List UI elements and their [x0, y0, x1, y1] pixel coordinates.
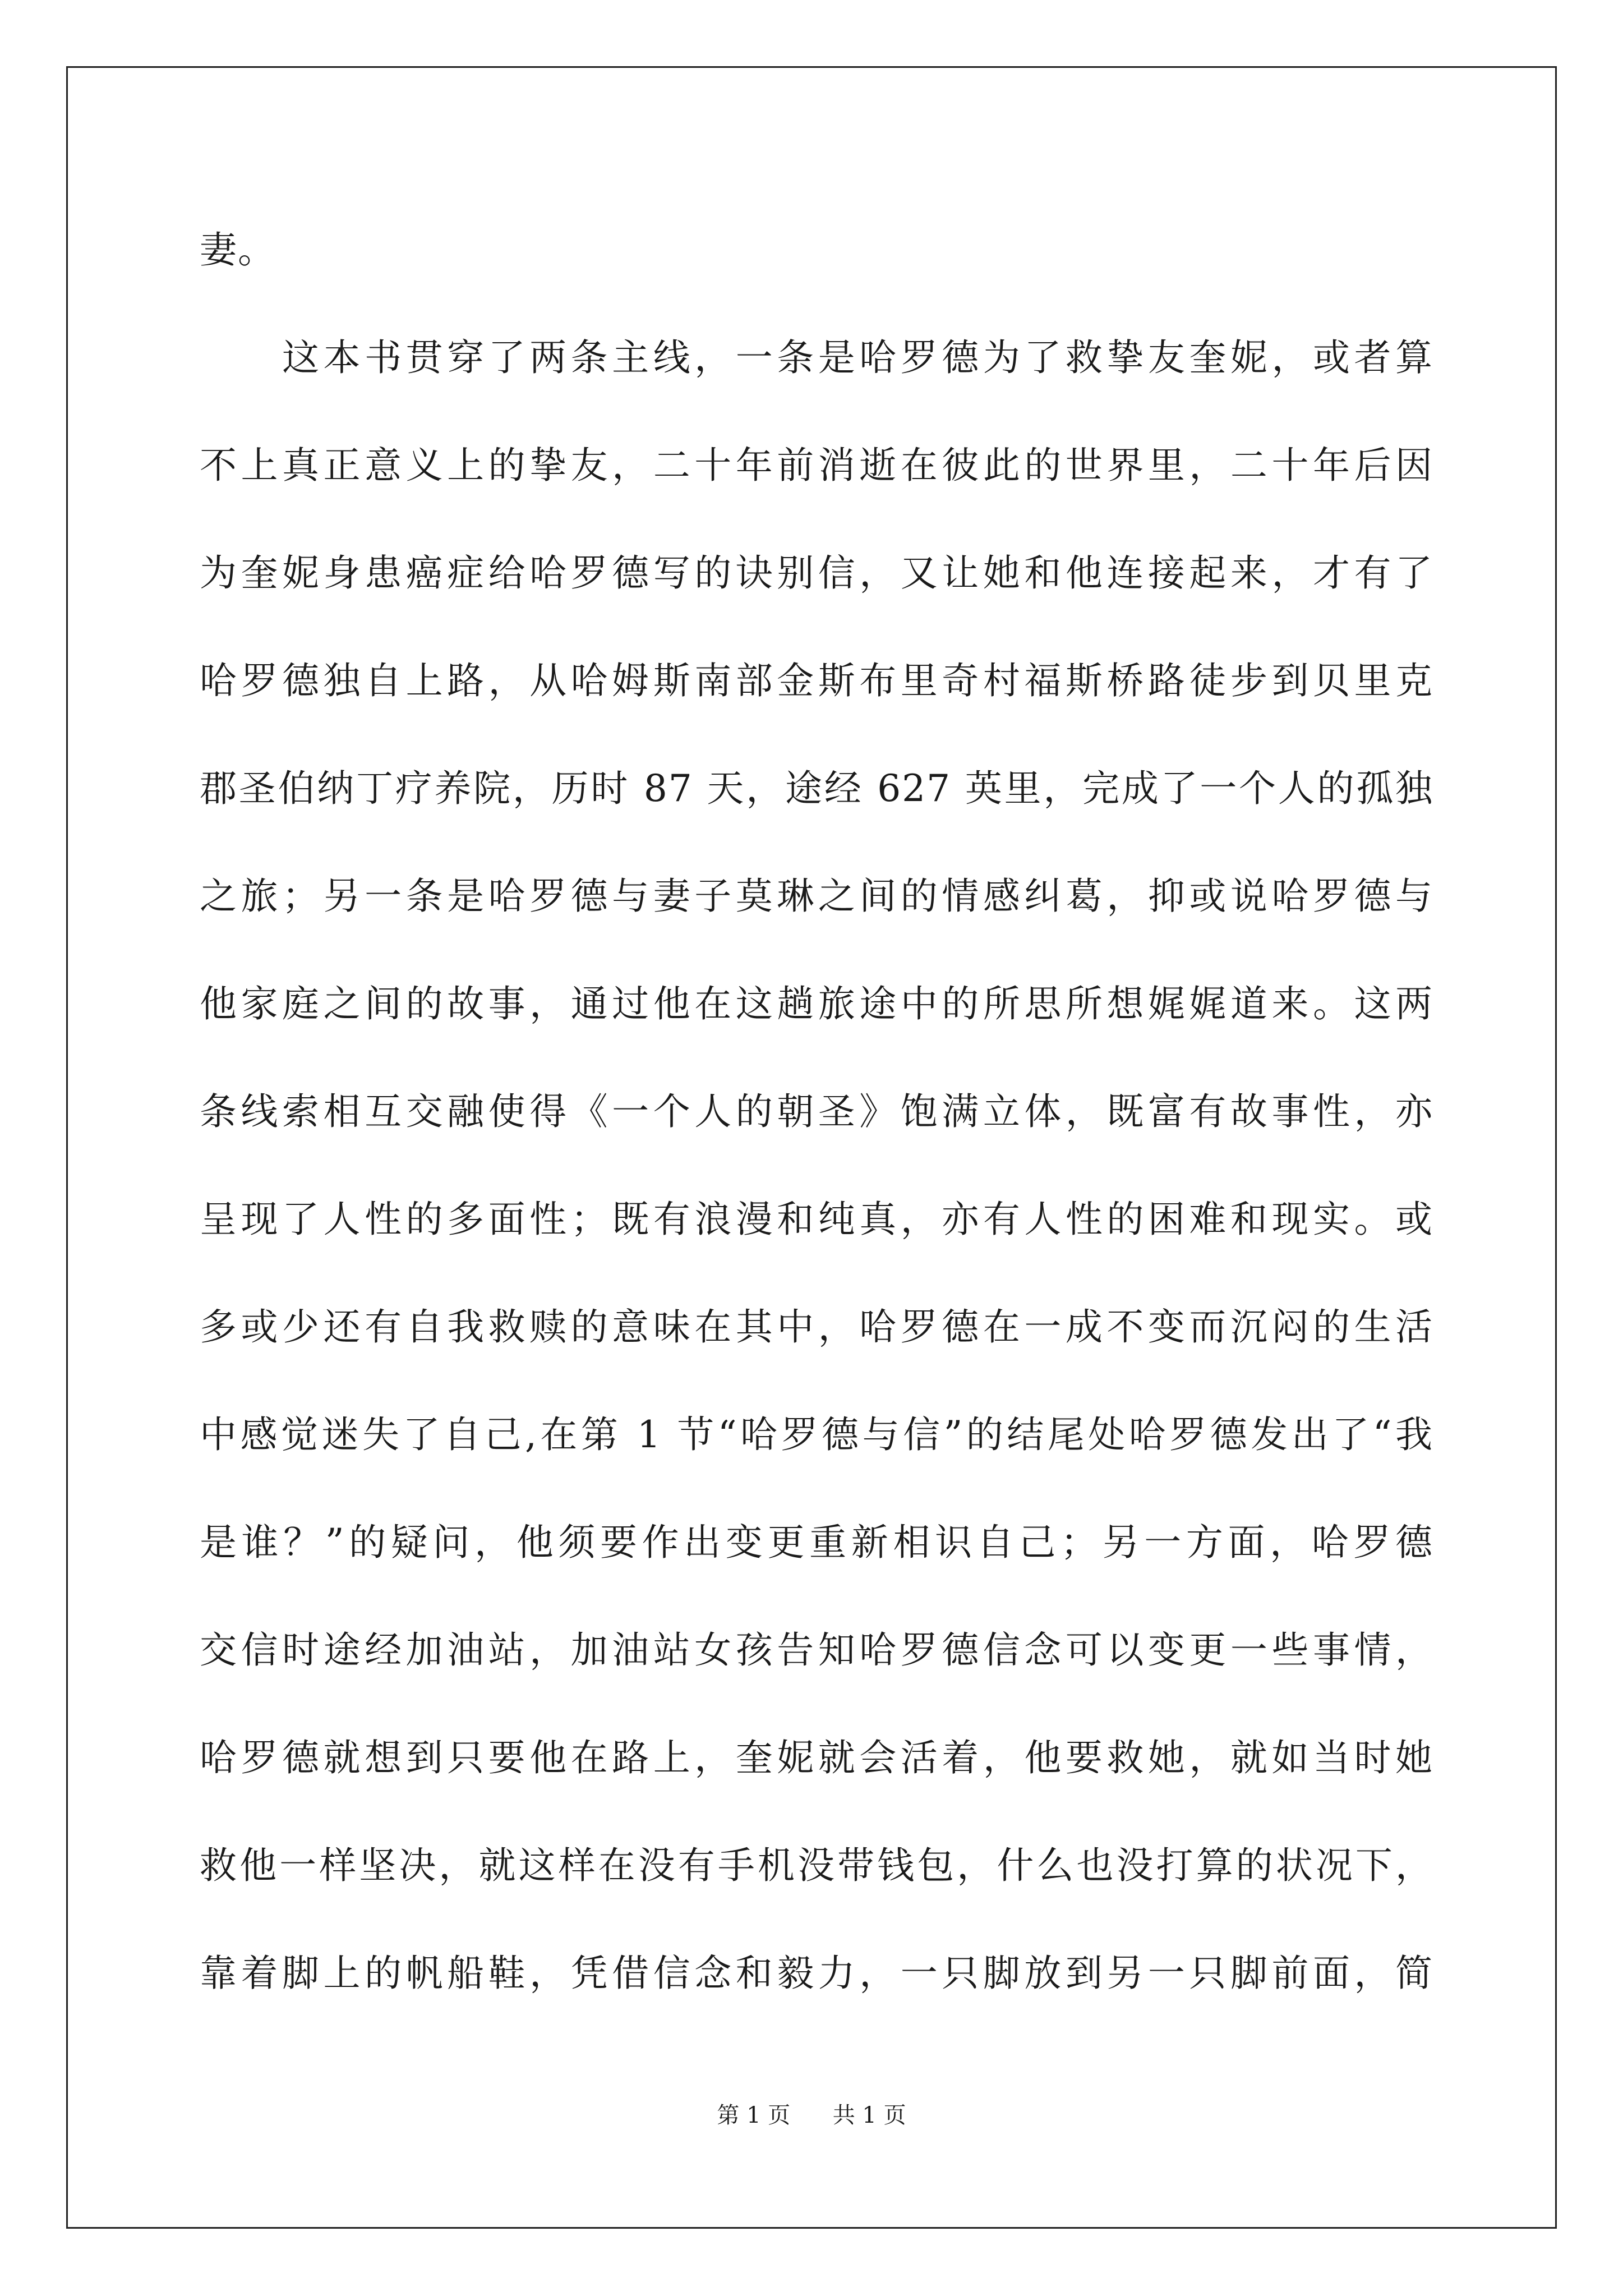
text-line: 哈罗德独自上路，从哈姆斯南部金斯布里奇村福斯桥路徒步到贝里克 — [200, 659, 1433, 702]
text-line: 郡圣伯纳丁疗养院，历时 87 天，途经 627 英里，完成了一个人的孤独 — [200, 767, 1433, 810]
text-line: 条线索相互交融使得《一个人的朝圣》饱满立体，既富有故事性，亦 — [200, 1090, 1433, 1133]
text-line: 靠着脚上的帆船鞋，凭借信念和毅力，一只脚放到另一只脚前面，简 — [200, 1952, 1433, 1995]
text-line: 救他一样坚决，就这样在没有手机没带钱包，什么也没打算的状况下， — [200, 1844, 1433, 1887]
text-line: 交信时途经加油站，加油站女孩告知哈罗德信念可以变更一些事情， — [200, 1628, 1433, 1672]
text-line: 呈现了人性的多面性；既有浪漫和纯真，亦有人性的困难和现实。或 — [200, 1198, 1433, 1241]
text-line: 为奎妮身患癌症给哈罗德写的诀别信，又让她和他连接起来，才有了 — [200, 551, 1433, 595]
text-line: 中感觉迷失了自己,在第 1 节“哈罗德与信”的结尾处哈罗德发出了“我 — [200, 1413, 1433, 1456]
text-line: 之旅；另一条是哈罗德与妻子莫琳之间的情感纠葛，抑或说哈罗德与 — [200, 875, 1433, 918]
document-body — [200, 196, 1433, 2027]
page-number: 第 1 页 — [717, 2102, 791, 2128]
text-line: 这本书贯穿了两条主线，一条是哈罗德为了救挚友奎妮，或者算 — [200, 336, 1433, 379]
text-line: 多或少还有自我救赎的意味在其中，哈罗德在一成不变而沉闷的生活 — [200, 1305, 1433, 1349]
page-total: 共 1 页 — [832, 2102, 906, 2128]
page-footer — [0, 2100, 1623, 2131]
text-line: 是谁？”的疑问，他须要作出变更重新相识自己；另一方面，哈罗德 — [200, 1521, 1433, 1564]
text-line: 妻。 — [200, 228, 276, 272]
text-line: 不上真正意义上的挚友，二十年前消逝在彼此的世界里，二十年后因 — [200, 444, 1433, 487]
text-line: 他家庭之间的故事，通过他在这趟旅途中的所思所想娓娓道来。这两 — [200, 982, 1433, 1025]
text-line: 哈罗德就想到只要他在路上，奎妮就会活着，他要救她，就如当时她 — [200, 1736, 1433, 1779]
